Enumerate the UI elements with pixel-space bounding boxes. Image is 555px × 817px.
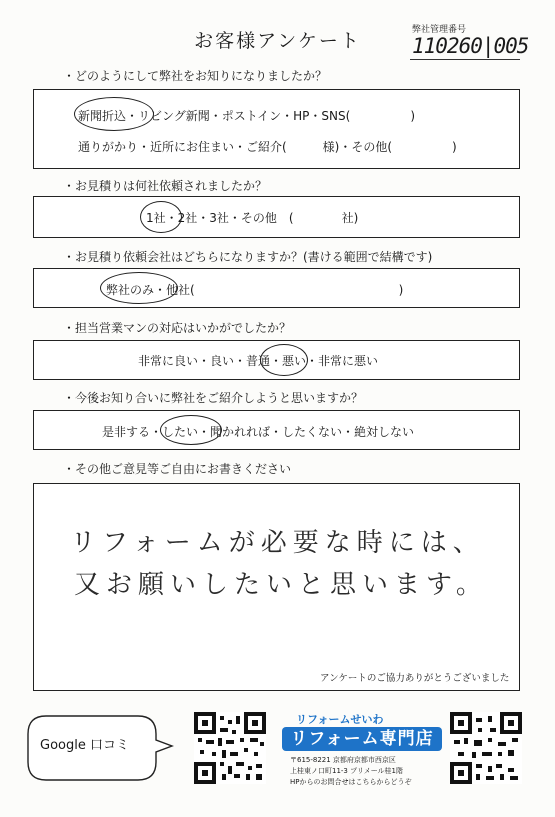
brand-tagline: リフォームせいわ <box>296 713 384 726</box>
address-line-2: 上桂東ノ口町11-3 プリメール桂1階 <box>290 767 404 775</box>
q5-options-line[interactable]: 是非する・したい・聞かれれば・したくない・絶対しない <box>102 425 415 439</box>
q4-options-line[interactable]: 非常に良い・良い・普通・悪い・非常に悪い <box>138 354 379 368</box>
qr-code-left[interactable] <box>194 712 266 784</box>
thanks-message: アンケートのご協力ありがとうございました <box>320 673 510 684</box>
answer-box-2 <box>33 196 520 238</box>
question-4: ・担当営業マンの対応はいかがでしたか？ <box>63 321 292 335</box>
answer-box-5 <box>33 410 520 450</box>
question-3: ・お見積り依頼会社はどちらになりますか？(書ける範囲で結構です) <box>63 250 433 264</box>
comment-box[interactable] <box>33 483 520 691</box>
q3-selection-circle <box>100 272 178 304</box>
address-line-3: HPからのお問合せはこちらからどうぞ <box>290 778 412 786</box>
management-number-label: 弊社管理番号 <box>412 25 467 35</box>
google-review-label: Google 口コミ <box>40 738 129 753</box>
answer-box-1 <box>33 89 520 169</box>
question-2: ・お見積りは何社依頼されましたか？ <box>63 179 268 193</box>
q1-selection-circle <box>74 97 154 131</box>
q1-options-line2[interactable]: 通りがかり・近所にお住まい・ご紹介( 様)・その他( ) <box>78 140 457 154</box>
q1-options-line1[interactable]: 新聞折込・リビング新聞・ポストイン・HP・SNS( ) <box>78 109 415 123</box>
management-number: 110260|005 <box>412 34 529 58</box>
handwritten-comment-line1: リフォームが必要な時には、 <box>70 528 485 558</box>
q2-options-line[interactable]: 1社・2社・3社・その他 ( 社) <box>146 211 359 225</box>
q2-selection-circle <box>140 201 182 233</box>
management-underline <box>410 59 520 60</box>
q5-selection-circle <box>160 415 222 445</box>
qr-code-right[interactable] <box>450 712 522 784</box>
brand-name: リフォーム専門店 <box>290 729 434 749</box>
question-6: ・その他ご意見等ご自由にお書きください <box>63 462 292 476</box>
question-1: ・どのようにして弊社をお知りになりましたか？ <box>63 69 328 83</box>
question-5: ・今後お知り合いに弊社をご紹介しようと思いますか？ <box>63 391 364 405</box>
page-title: お客様アンケート <box>194 30 361 52</box>
q3-options-line[interactable]: 弊社のみ・他社( ) <box>106 283 404 297</box>
answer-box-3 <box>33 268 520 308</box>
brand-logo-banner[interactable] <box>282 727 442 751</box>
address-line-1: 〒615-8221 京都府京都市西京区 <box>290 756 396 764</box>
handwritten-comment-line2: 又お願いしたいと思います。 <box>74 570 488 600</box>
q4-selection-circle <box>260 344 308 376</box>
answer-box-4 <box>33 340 520 380</box>
